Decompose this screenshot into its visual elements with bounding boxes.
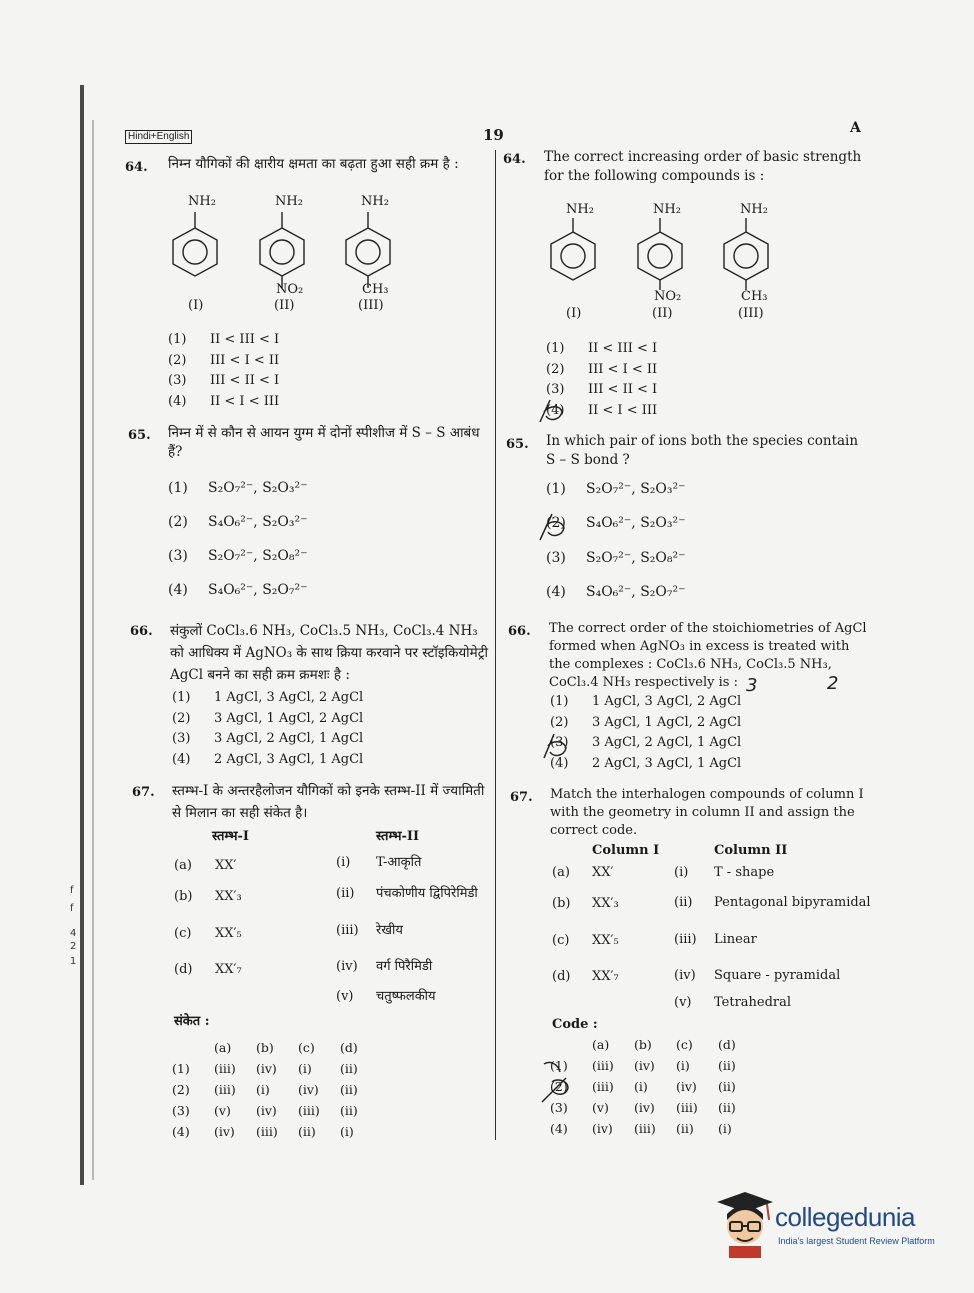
margin-note: 2 — [70, 941, 77, 952]
answer-mark-icon — [538, 508, 570, 542]
compound-label: (II) — [652, 306, 673, 321]
option[interactable]: (3) S₂O₇²⁻, S₂O₈²⁻ — [168, 548, 308, 564]
match-item-value: पंचकोणीय द्विपिरेमिडी — [376, 886, 478, 901]
option[interactable]: (3) 3 AgCl, 2 AgCl, 1 AgCl — [550, 735, 742, 750]
option[interactable]: (3) 3 AgCl, 2 AgCl, 1 AgCl — [172, 731, 364, 746]
option[interactable]: (4) II < I < III — [546, 402, 658, 418]
match-item-value: XX′ — [592, 865, 614, 880]
option[interactable]: (2) 3 AgCl, 1 AgCl, 2 AgCl — [172, 710, 364, 726]
match-item-value: रेखीय — [376, 923, 403, 938]
amino-group-label: NH₂ — [275, 194, 303, 209]
code-option[interactable]: (1) (iii) (iv) (i) (ii) — [550, 1058, 736, 1073]
question-number: 64. — [503, 152, 526, 167]
methyl-group-label: CH₃ — [741, 289, 768, 304]
set-code: A — [850, 120, 861, 136]
nitro-group-label: NO₂ — [654, 289, 682, 304]
compound-label: (I) — [188, 298, 204, 313]
match-item-value: XX′₇ — [215, 962, 242, 977]
methyl-group-label: CH₃ — [362, 282, 389, 297]
match-item-value: XX′₃ — [215, 889, 242, 904]
match-item-key: (b) — [174, 889, 193, 904]
options-list — [172, 688, 363, 770]
code-option[interactable]: (2) (iii) (i) (iv) (ii) — [172, 1082, 358, 1097]
answer-mark-icon — [540, 730, 572, 760]
column-heading: Column II — [714, 843, 788, 858]
match-item-value: T-आकृति — [376, 855, 422, 870]
binding-edge — [80, 85, 84, 1185]
match-item-key: (a) — [552, 865, 570, 880]
question-number: 65. — [128, 428, 151, 443]
options-list — [550, 692, 741, 774]
answer-mark-icon — [540, 1056, 576, 1108]
code-option[interactable]: (4) (iv) (iii) (ii) (i) — [172, 1124, 354, 1139]
handwritten-note: 3 — [746, 675, 758, 696]
option[interactable]: (3) S₂O₇²⁻, S₂O₈²⁻ — [546, 550, 686, 566]
question-number: 66. — [130, 624, 153, 639]
option[interactable]: (1) 1 AgCl, 3 AgCl, 2 AgCl — [550, 694, 742, 709]
option[interactable]: (1) II < III < I — [546, 341, 658, 356]
question-number: 66. — [508, 624, 531, 639]
code-label: संकेत : — [174, 1014, 210, 1029]
column-divider — [495, 150, 496, 1140]
option[interactable]: (4) 2 AgCl, 3 AgCl, 1 AgCl — [172, 751, 364, 767]
match-item-key: (c) — [552, 933, 570, 948]
page-number: 19 — [483, 126, 504, 144]
match-item-value: T - shape — [714, 865, 775, 880]
question-text-hindi: संकुलों CoCl₃.6 NH₃, CoCl₃.5 NH₃, CoCl₃.4 NH₃ को आधिक्य में AgNO₃ के साथ क्रिया करवाने पर स्टॉइकियोमेट्री AgCl बनने का सही क्रम क्रमशः है : — [170, 623, 489, 683]
collegedunia-mascot-icon — [715, 1190, 775, 1260]
language-badge: Hindi+English — [125, 130, 192, 144]
compound-label: (II) — [274, 298, 295, 313]
answer-code-table: (a) (b) (c) (d) (1) (iii) (iv) (i) (ii) (2) (iii) (i) (iv) (ii) (3) (v) (iv) (iii) (ii) (4) (iv) (iii) (ii) (i) — [550, 1034, 760, 1139]
match-item-value: XX′₃ — [592, 896, 619, 911]
margin-note: 4 — [70, 928, 77, 939]
brand-logo[interactable]: collegedunia — [775, 1202, 916, 1232]
option[interactable]: (2) S₄O₆²⁻, S₂O₃²⁻ — [168, 514, 308, 530]
code-option[interactable]: (4) (iv) (iii) (ii) (i) — [550, 1121, 732, 1136]
compound-label: (I) — [566, 306, 582, 321]
question-number: 64. — [125, 160, 148, 175]
question-text-hindi: निम्न यौगिकों की क्षारीय क्षमता का बढ़ता हुआ सही क्रम है : — [168, 156, 459, 172]
option[interactable]: (4) 2 AgCl, 3 AgCl, 1 AgCl — [550, 755, 742, 771]
column-heading: स्तम्भ-I — [212, 829, 249, 844]
code-option[interactable]: (1) (iii) (iv) (i) (ii) — [172, 1061, 358, 1076]
match-item-key: (b) — [552, 896, 571, 911]
code-option[interactable]: (2) (iii) (i) (iv) (ii) — [550, 1079, 736, 1094]
option[interactable]: (2) 3 AgCl, 1 AgCl, 2 AgCl — [550, 714, 742, 730]
margin-note: 1 — [70, 956, 77, 967]
match-item-key: (v) — [674, 995, 692, 1010]
amino-group-label: NH₂ — [566, 202, 594, 217]
match-item-value: Tetrahedral — [714, 995, 792, 1010]
match-item-key: (d) — [174, 962, 193, 977]
match-item-value: XX′₅ — [592, 933, 619, 948]
question-number: 67. — [132, 785, 155, 800]
answer-code-table: (a) (b) (c) (d) (1) (iii) (iv) (i) (ii) (2) (iii) (i) (iv) (ii) (3) (v) (iv) (iii) (ii) (4) (iv) (iii) (ii) (i) — [172, 1037, 382, 1142]
compound-label: (III) — [358, 298, 384, 313]
option[interactable]: (4) S₄O₆²⁻, S₂O₇²⁻ — [546, 584, 686, 600]
match-item-value: Linear — [714, 932, 757, 947]
column-heading: Column I — [592, 843, 660, 858]
binding-shadow — [92, 120, 94, 1180]
answer-mark-icon — [538, 392, 568, 426]
match-item-key: (v) — [336, 989, 354, 1004]
match-item-value: XX′₇ — [592, 969, 619, 984]
match-item-key: (a) — [174, 858, 192, 873]
match-item-key: (ii) — [336, 886, 355, 901]
code-option[interactable]: (3) (v) (iv) (iii) (ii) — [172, 1103, 358, 1118]
amino-group-label: NH₂ — [361, 194, 389, 209]
question-text-hindi: स्तम्भ-I के अन्तरहैलोजन यौगिकों को इनके स्तम्भ-II में ज्यामिती से मिलान का सही संकेत है। — [172, 783, 485, 821]
match-item-value: चतुष्फलकीय — [376, 989, 436, 1004]
option[interactable]: (2) III < I < II — [168, 352, 280, 368]
nitro-group-label: NO₂ — [276, 282, 304, 297]
option[interactable]: (2) S₄O₆²⁻, S₂O₃²⁻ — [546, 515, 686, 531]
code-label: Code : — [552, 1017, 598, 1032]
question-text-english: Match the interhalogen compounds of column I with the geometry in column II and assign the correct code. — [550, 787, 864, 838]
match-item-key: (c) — [174, 926, 192, 941]
match-item-key: (d) — [552, 969, 571, 984]
match-item-key: (ii) — [674, 895, 693, 910]
amino-group-label: NH₂ — [653, 202, 681, 217]
question-text-english: The correct increasing order of basic strength for the following compounds is : — [544, 149, 862, 184]
option[interactable]: (1) II < III < I — [168, 332, 280, 347]
option[interactable]: (1) S₂O₇²⁻, S₂O₃²⁻ — [546, 481, 686, 497]
match-item-value: Square - pyramidal — [714, 968, 841, 983]
match-item-value: XX′₅ — [215, 926, 242, 941]
options-list — [168, 330, 279, 412]
match-item-key: (iii) — [336, 923, 359, 938]
margin-note: f — [70, 903, 74, 914]
match-item-value: Pentagonal bipyramidal — [714, 895, 871, 910]
option[interactable]: (4) S₄O₆²⁻, S₂O₇²⁻ — [168, 582, 308, 598]
match-item-value: वर्ग पिरैमिडी — [376, 959, 433, 974]
amino-group-label: NH₂ — [740, 202, 768, 217]
match-item-key: (i) — [674, 865, 689, 880]
match-item-value: XX′ — [215, 858, 237, 873]
question-text-english: The correct order of the stoichiometries of AgCl formed when AgNO₃ in excess is treated with the complexes : CoCl₃.6 NH₃, CoCl₃.5 NH₃, CoCl₃.4 NH₃ respectively is : — [549, 621, 867, 690]
question-text-hindi: निम्न में से कौन से आयन युग्म में दोनों स्पीशीज में S – S आबंध हैं? — [168, 425, 480, 460]
amino-group-label: NH₂ — [188, 194, 216, 209]
option[interactable]: (4) II < I < III — [168, 393, 280, 409]
match-item-key: (i) — [336, 855, 351, 870]
match-item-key: (iii) — [674, 932, 697, 947]
question-number: 67. — [510, 790, 533, 805]
margin-note: f — [70, 885, 74, 896]
column-heading: स्तम्भ-II — [376, 829, 420, 844]
handwritten-note: 2 — [827, 673, 839, 694]
match-item-key: (iv) — [336, 959, 358, 974]
code-option[interactable]: (3) (v) (iv) (iii) (ii) — [550, 1100, 736, 1115]
option[interactable]: (1) 1 AgCl, 3 AgCl, 2 AgCl — [172, 690, 364, 705]
question-number: 65. — [506, 437, 529, 452]
compound-label: (III) — [738, 306, 764, 321]
option[interactable]: (3) III < II < I — [168, 373, 280, 388]
option[interactable]: (1) S₂O₇²⁻, S₂O₃²⁻ — [168, 480, 308, 496]
option[interactable]: (2) III < I < II — [546, 361, 658, 377]
option[interactable]: (3) III < II < I — [546, 382, 658, 397]
brand-tagline: India's largest Student Review Platform — [778, 1236, 935, 1246]
question-text-english: In which pair of ions both the species contain S – S bond ? — [546, 433, 859, 468]
match-item-key: (iv) — [674, 968, 696, 983]
